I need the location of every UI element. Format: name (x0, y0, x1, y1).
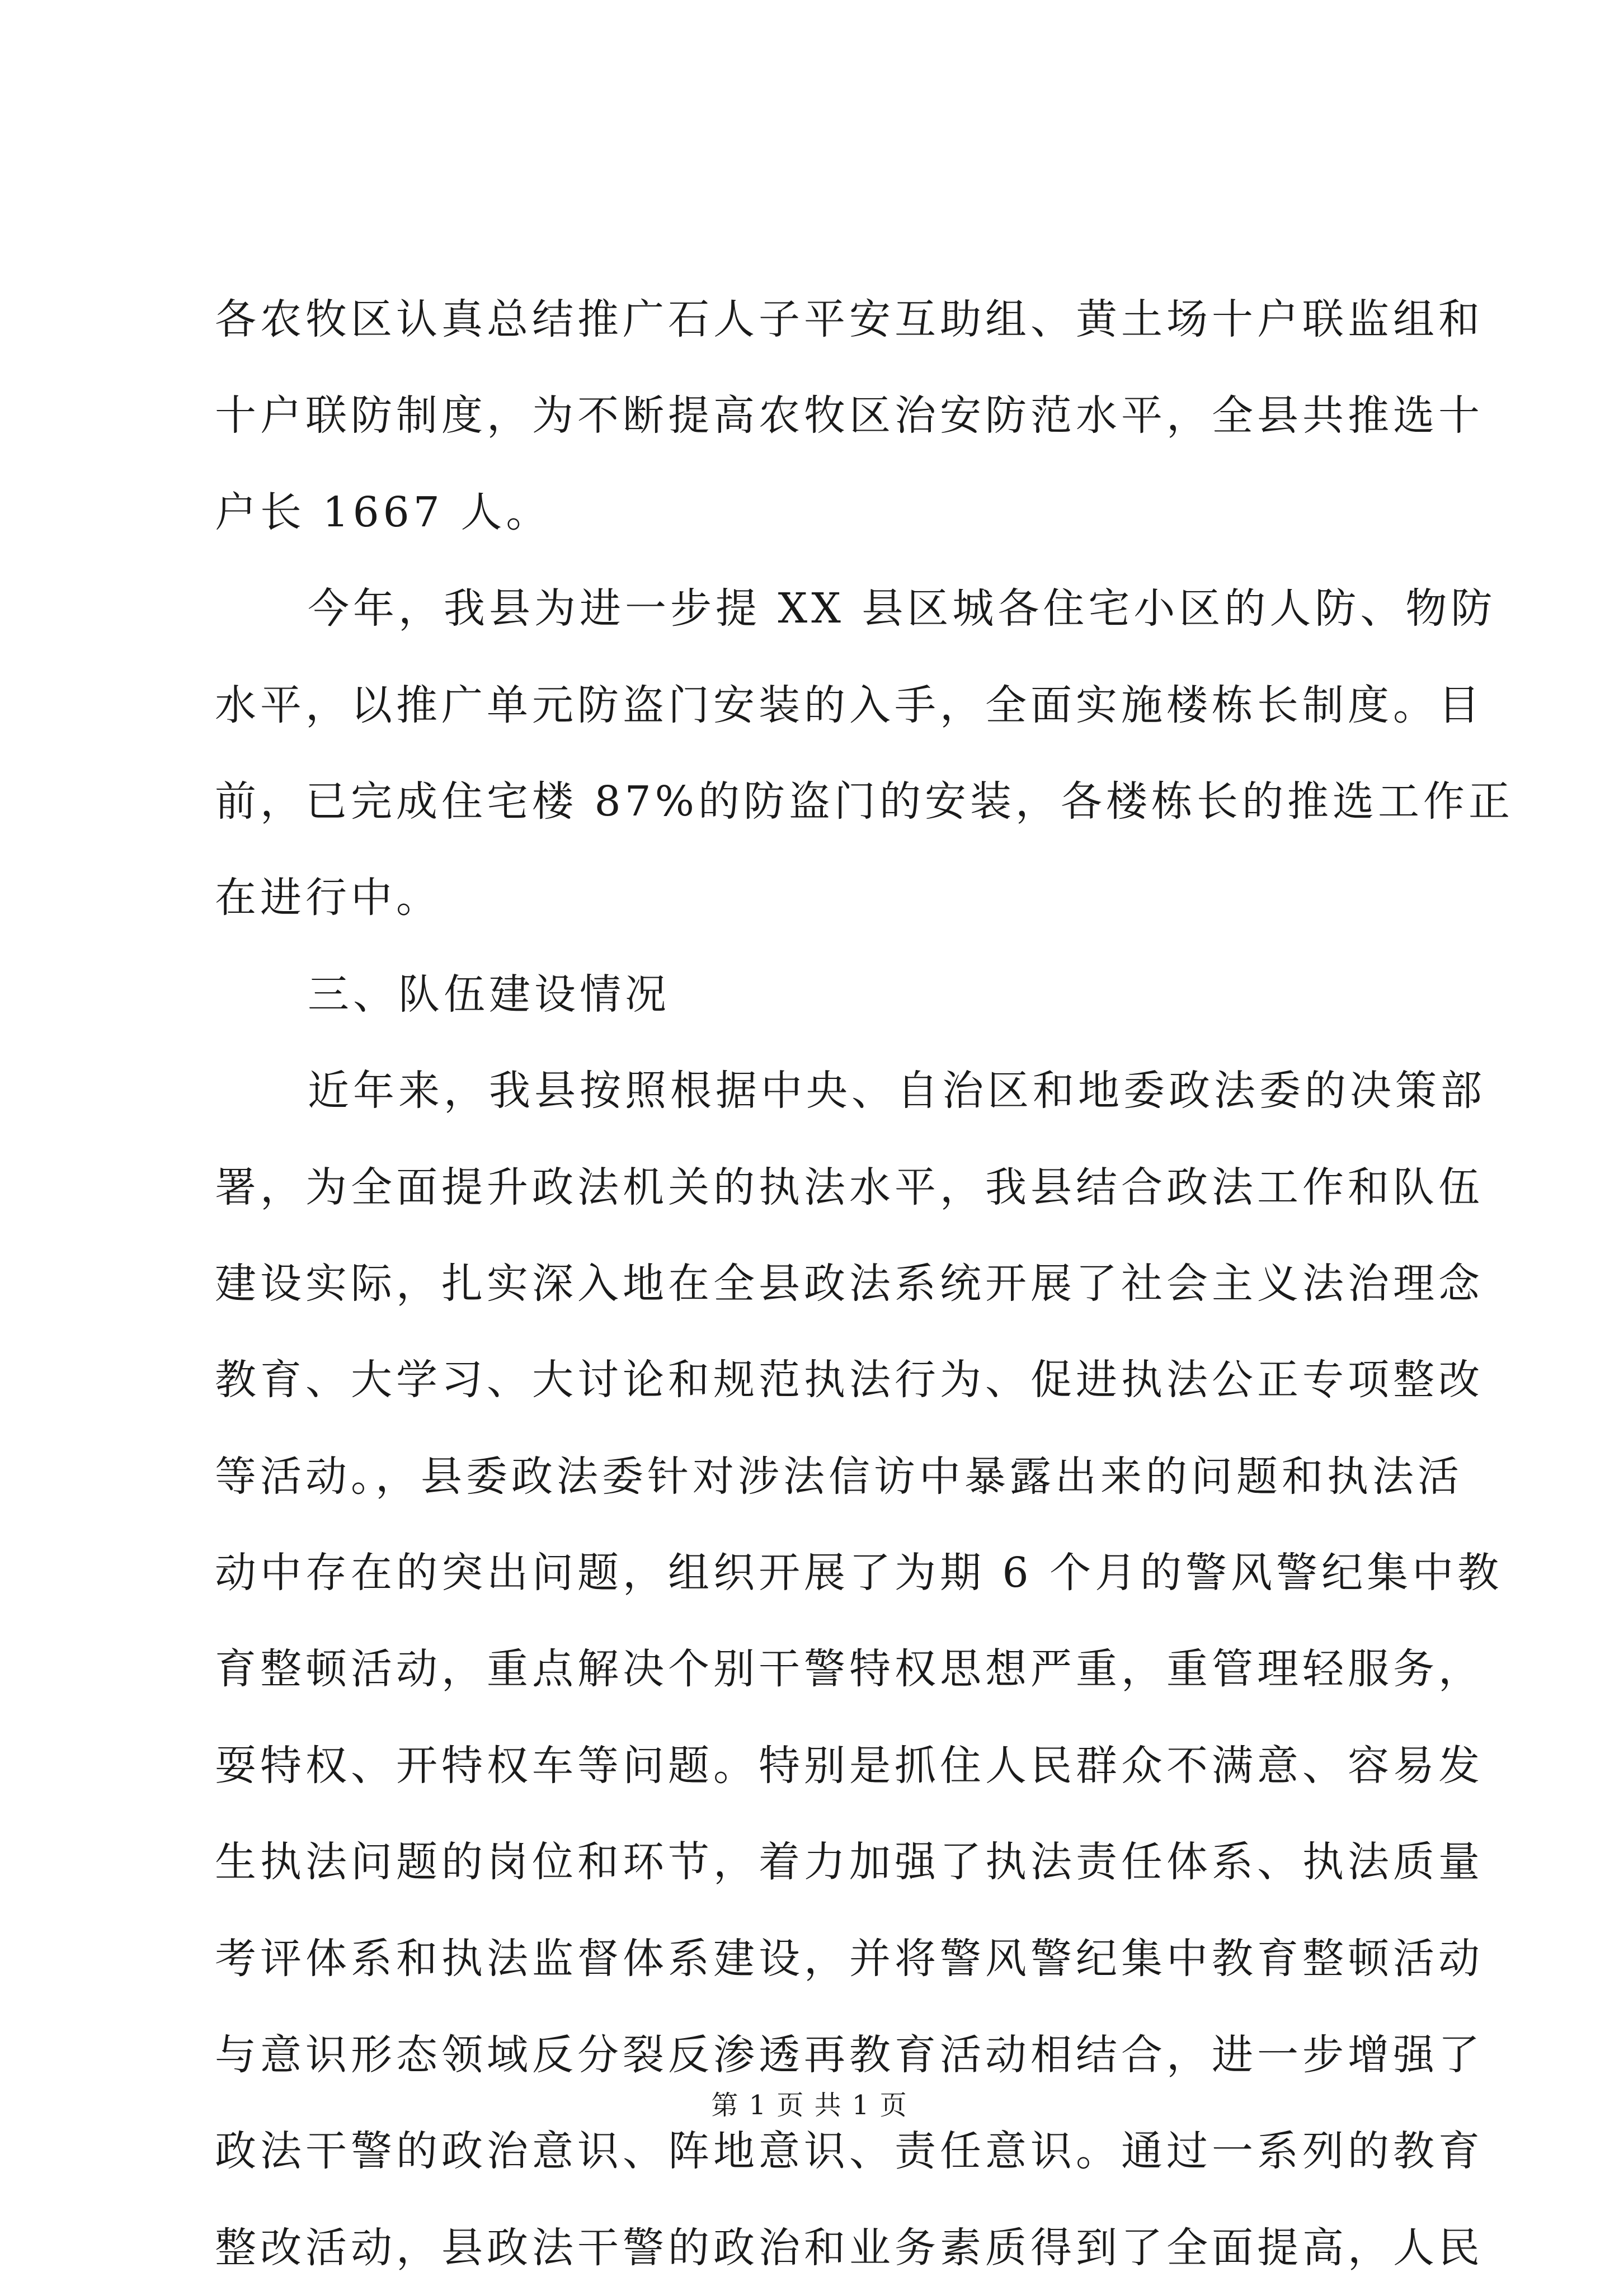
text-line: 前，已完成住宅楼 87%的防盗门的安装，各楼栋长的推选工作正 (215, 777, 1514, 826)
text-line: 署，为全面提升政法机关的执法水平，我县结合政法工作和队伍 (215, 1163, 1484, 1211)
page-footer: 第 1 页 共 1 页 (711, 2090, 908, 2121)
text-line: 动中存在的突出问题，组织开展了为期 6 个月的警风警纪集中教 (215, 1549, 1503, 1597)
text-line: 在进行中。 (215, 874, 441, 922)
text-line: 整改活动，县政法干警的政治和业务素质得到了全面提高，人民 (215, 2223, 1484, 2272)
text-line: 十户联防制度，为不断提高农牧区治安防范水平，全县共推选十 (215, 392, 1484, 440)
text-line: 各农牧区认真总结推广石人子平安互助组、黄土场十户联监组和 (215, 295, 1484, 343)
text-line: 教育、大学习、大讨论和规范执法行为、促进执法公正专项整改 (215, 1356, 1484, 1404)
text-line: 政法干警的政治意识、阵地意识、责任意识。通过一系列的教育 (215, 2127, 1484, 2176)
text-line: 今年，我县为进一步提 XX 县区城各住宅小区的人防、物防 (308, 584, 1496, 633)
text-line: 等活动。，县委政法委针对涉法信访中暴露出来的问题和执法活 (215, 1452, 1463, 1501)
text-line: 育整顿活动，重点解决个别干警特权思想严重，重管理轻服务， (215, 1645, 1484, 1694)
text-line: 考评体系和执法监督体系建设，并将警风警纪集中教育整顿活动 (215, 1934, 1484, 1983)
text-line: 建设实际，扎实深入地在全县政法系统开展了社会主义法治理念 (215, 1259, 1484, 1308)
text-line: 近年来，我县按照根据中央、自治区和地委政法委的决策部 (308, 1067, 1486, 1115)
text-line: 生执法问题的岗位和环节，着力加强了执法责任体系、执法质量 (215, 1838, 1484, 1887)
text-line: 户长 1667 人。 (215, 488, 552, 536)
document-body (215, 271, 1514, 2296)
text-line: 三、队伍建设情况 (308, 970, 670, 1019)
text-line: 与意识形态领域反分裂反渗透再教育活动相结合，进一步增强了 (215, 2031, 1484, 2080)
text-line: 水平，以推广单元防盗门安装的入手，全面实施楼栋长制度。目 (215, 681, 1484, 729)
text-line: 耍特权、开特权车等问题。特别是抓住人民群众不满意、容易发 (215, 1741, 1484, 1790)
